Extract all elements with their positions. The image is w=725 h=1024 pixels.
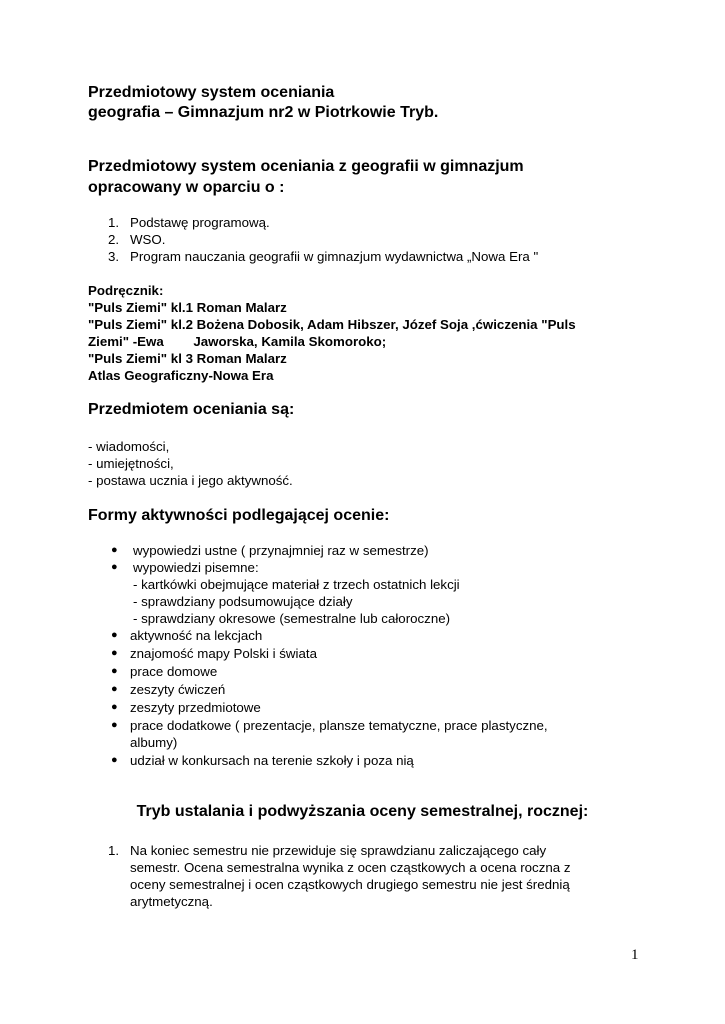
subject-item: - postawa ucznia i jego aktywność. [88, 473, 293, 488]
forms-list-item [108, 717, 628, 734]
list-item-text: zeszyty przedmiotowe [130, 700, 261, 715]
bullet-icon: ● [111, 683, 118, 695]
bullet-icon: ● [111, 629, 118, 641]
textbook-line: "Puls Ziemi" kl.2 Bożena Dobosik, Adam Hibszer, Józef Soja ,ćwiczenia "Puls [88, 317, 576, 332]
intro-heading-line2: opracowany w oparciu o : [88, 179, 285, 196]
basis-list-item [108, 214, 628, 231]
grading-heading: Tryb ustalania i podwyższania oceny semestralnej, rocznej: [136, 803, 589, 820]
bullet-icon: ● [111, 647, 118, 659]
basis-list-item [108, 248, 628, 265]
list-number: 1. [108, 215, 120, 230]
forms-list-item [108, 627, 628, 644]
grading-item-line: semestr. Ocena semestralna wynika z ocen cząstkowych a ocena roczna z [130, 860, 571, 875]
subject-item: - wiadomości, [88, 439, 170, 454]
bullet-icon: ● [111, 719, 118, 731]
list-item-text: WSO. [130, 232, 166, 247]
list-item-text: znajomość mapy Polski i świata [130, 646, 317, 661]
forms-list-item [108, 645, 628, 662]
list-item-text: wypowiedzi pisemne: [133, 560, 259, 575]
list-number: 3. [108, 249, 120, 264]
list-item-text: prace domowe [130, 664, 218, 679]
list-number: 2. [108, 232, 120, 247]
list-item-text: zeszyty ćwiczeń [130, 682, 226, 697]
bullet-icon: ● [111, 544, 118, 556]
written-subitem: - sprawdziany okresowe (semestralne lub całoroczne) [133, 611, 451, 626]
bullet-icon: ● [111, 561, 118, 573]
textbook-line: "Puls Ziemi" kl 3 Roman Malarz [88, 351, 287, 366]
subject-heading: Przedmiotem oceniania są: [88, 401, 295, 418]
forms-list-item [108, 752, 628, 769]
document-title-line1: Przedmiotowy system oceniania [88, 84, 335, 101]
forms-list-item [108, 699, 628, 716]
written-subitem: - kartkówki obejmujące materiał z trzech ostatnich lekcji [133, 577, 460, 592]
forms-list-item [108, 542, 628, 559]
textbook-line: Atlas Geograficzny-Nowa Era [88, 368, 274, 383]
forms-list-item [108, 559, 628, 576]
grading-item-line: arytmetyczną. [130, 894, 213, 909]
forms-list-item [108, 663, 628, 680]
page-number: 1 [631, 947, 639, 963]
bullet-icon: ● [111, 665, 118, 677]
forms-heading: Formy aktywności podlegającej ocenie: [88, 507, 390, 524]
subject-item: - umiejętności, [88, 456, 174, 471]
textbook-label: Podręcznik: [88, 283, 164, 298]
grading-item-line: Na koniec semestru nie przewiduje się sprawdzianu zaliczającego cały [130, 843, 547, 858]
list-item-text: wypowiedzi ustne ( przynajmniej raz w semestrze) [133, 543, 429, 558]
list-item-continuation: albumy) [130, 735, 178, 750]
textbook-line: Ziemi" -Ewa Jaworska, Kamila Skomoroko; [88, 334, 387, 349]
grading-item-number: 1. [108, 843, 120, 858]
list-item-text: prace dodatkowe ( prezentacje, plansze tematyczne, prace plastyczne, [130, 718, 548, 733]
forms-list-item [108, 681, 628, 698]
list-item-text: aktywność na lekcjach [130, 628, 263, 643]
document-title-line2: geografia – Gimnazjum nr2 w Piotrkowie Tryb. [88, 104, 439, 121]
list-item-text: Podstawę programową. [130, 215, 270, 230]
list-item-text: Program nauczania geografii w gimnazjum wydawnictwa „Nowa Era " [130, 249, 539, 264]
bullet-icon: ● [111, 701, 118, 713]
bullet-icon: ● [111, 754, 118, 766]
textbook-line: "Puls Ziemi" kl.1 Roman Malarz [88, 300, 287, 315]
written-subitem: - sprawdziany podsumowujące działy [133, 594, 353, 609]
basis-list-item [108, 231, 628, 248]
list-item-text: udział w konkursach na terenie szkoły i poza nią [130, 753, 414, 768]
intro-heading-line1: Przedmiotowy system oceniania z geografii w gimnazjum [88, 158, 524, 175]
grading-item-line: oceny semestralnej i ocen cząstkowych drugiego semestru nie jest średnią [130, 877, 570, 892]
